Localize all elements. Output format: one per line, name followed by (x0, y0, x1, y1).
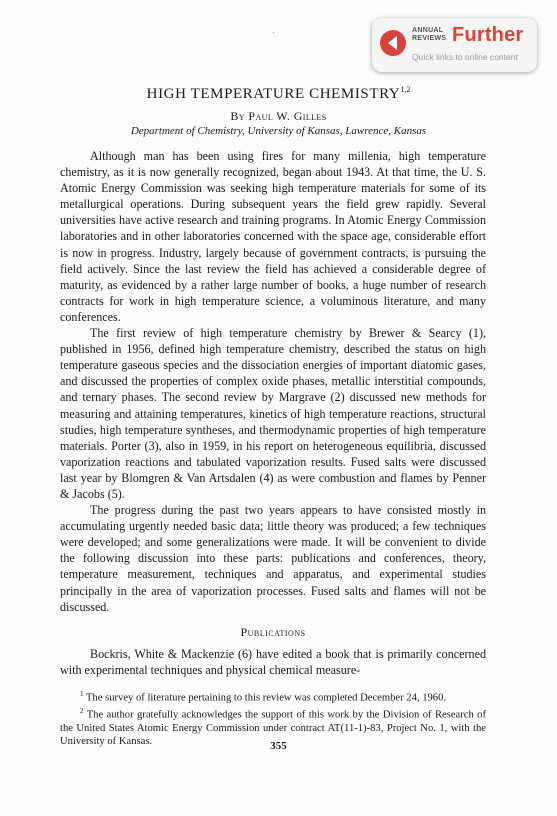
banner-tagline: Quick links to online content (412, 52, 518, 62)
body-paragraph: The progress during the past two years appears to have consisted mostly in accumulating urgently needed basic data; little theory was produced; a few techniques were developed; and some generalizations were made. It will be convenient to divide the following discussion into these parts: publications and conferences, theory, temperature measurement, techniques and apparatus, and experimental studies principally in the area of vaporization processes. Fused salts and flames will not be discussed. (60, 503, 486, 614)
footnote-mark: 2 (80, 706, 84, 715)
article-author: By Paul W. Gilles (230, 109, 327, 123)
brand-line-2: REVIEWS (412, 34, 447, 42)
section-heading: Publications (240, 624, 306, 639)
footnote-1 (60, 688, 486, 705)
article-body (60, 148, 486, 749)
brand-line-1: ANNUAL (412, 27, 444, 34)
scan-speck (273, 32, 274, 33)
title-footnote-marks: 1,2 (400, 85, 411, 94)
banner-brand (412, 27, 446, 42)
body-paragraph: Although man has been using fires for many millenia, high temperature chemistry, as it is now generally recognized, began about 1943. At that time, the U. S. Atomic Energy Commission was seeking high temperature materials for some of its metallurgical operations. During subsequent years the field grew rapidly. Several universities have active research and training programs. In Atomic Energy Commission laboratories and in other laboratories concerned with the space age, considerable effort is now in progress. Industry, largely because of government contracts, is pursuing the field actively. Since the last review the field has achieved a considerable degree of maturity, as evidenced by a rather large number of books, a huge number of research contracts for work in high temperature science, a voluminous literature, and many conferences. (60, 149, 486, 324)
footnote-text: The author gratefully acknowledges the support of this work by the Division of Research of the United States Atomic Energy Commission under contract AT(11-1)-83, Project No. 1, with the University of Kansas. (60, 709, 486, 748)
annual-reviews-further-banner[interactable] (372, 18, 537, 72)
page-number: 355 (270, 740, 287, 752)
body-paragraph: The first review of high temperature chemistry by Brewer & Searcy (1), published in 1956, defined high temperature chemistry, described the status on high temperature gaseous species and the dissociation energies of important diatomic gases, and discussed the properties of complex oxide phases, metallic interstitial compounds, and ternary phases. The second review by Margrave (2) discussed new methods for measuring and attaining temperatures, kinetics of high temperature reactions, structural studies, high temperature syntheses, and thermodynamic properties of high temperature materials. Porter (3), also in 1959, in his report on heterogeneous equilibria, discussed vaporization reactions and tabulated vaporization results. Fused salts were discussed last year by Blomgren & Van Artsdalen (4) as were combustion and flames by Penner & Jacobs (5). (60, 326, 486, 501)
further-logo-icon (380, 30, 406, 56)
arrow-left-icon (388, 36, 397, 50)
footnote-text: The survey of literature pertaining to this review was completed December 24, 1960. (83, 692, 447, 704)
banner-title: Further (452, 24, 524, 46)
article-title (0, 85, 557, 103)
section-paragraph: Bockris, White & Mackenzie (6) have edited a book that is primarily concerned with experimental techniques and physical chemical measure- (60, 646, 486, 677)
article-title-text: HIGH TEMPERATURE CHEMISTRY (146, 86, 401, 102)
footnote-mark: 1 (80, 690, 84, 698)
article-affiliation: Department of Chemistry, University of Kansas, Lawrence, Kansas (130, 125, 427, 137)
